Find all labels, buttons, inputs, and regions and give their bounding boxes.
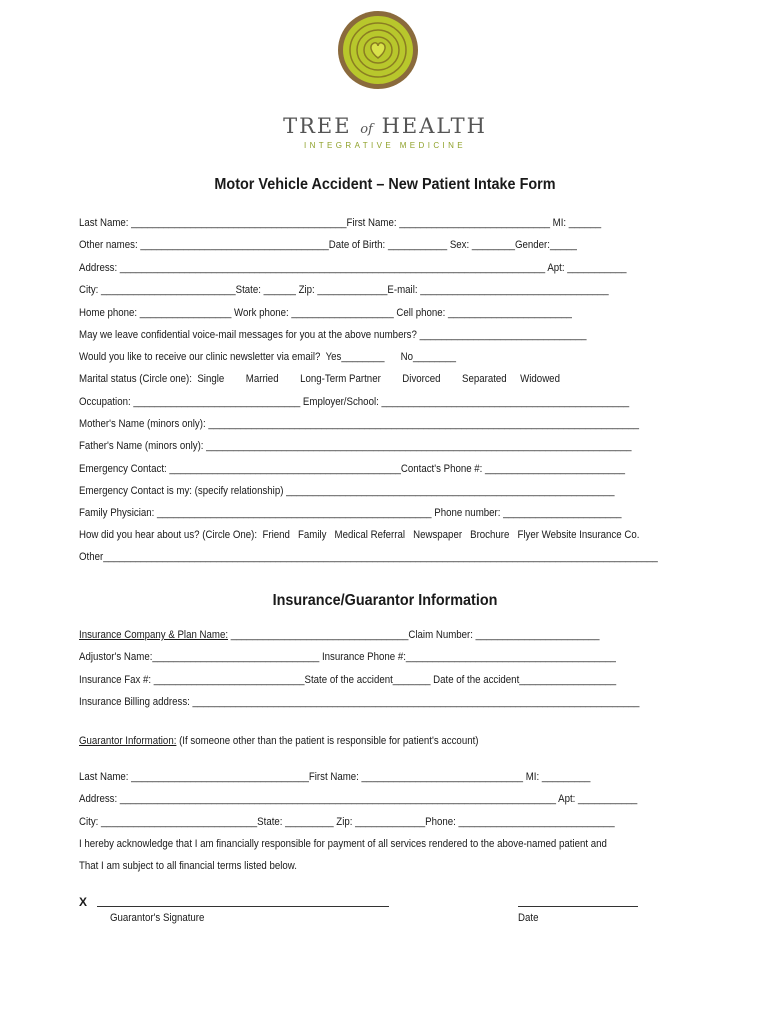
form-line[interactable]: Would you like to receive our clinic newsletter via email? Yes________ No________ <box>79 351 457 363</box>
form-line[interactable]: Emergency Contact: ___________________________________________Contact's Phone #: __________________________ <box>79 463 626 475</box>
form-title: Motor Vehicle Accident – New Patient Intake Form <box>214 176 556 193</box>
guarantor-heading <box>79 734 479 748</box>
guarantor-label: Guarantor Information: <box>79 735 177 747</box>
form-line[interactable]: Emergency Contact is my: (specify relationship) _____________________________________________________________ <box>79 485 615 497</box>
insurance-company-rest: _________________________________Claim Number: _______________________ <box>228 629 600 641</box>
form-line[interactable]: Other names: ___________________________________Date of Birth: ___________ Sex: ________Gender:_____ <box>79 239 577 251</box>
insurance-company-line[interactable] <box>79 628 599 642</box>
guarantor-line[interactable]: Address: _________________________________________________________________________________ Apt: ___________ <box>79 793 638 805</box>
signature-line[interactable] <box>97 906 389 907</box>
signature-x-mark: X <box>79 895 88 909</box>
guarantor-line[interactable]: Last Name: _________________________________First Name: ______________________________ MI: _________ <box>79 771 591 783</box>
brand-tree: TREE <box>283 114 352 138</box>
acknowledgement-text: That I am subject to all financial terms listed below. <box>79 860 297 872</box>
insurance-line[interactable]: Adjustor's Name:_______________________________ Insurance Phone #:_______________________________________ <box>79 651 616 663</box>
brand-subtitle: INTEGRATIVE MEDICINE <box>303 141 467 150</box>
brand-of: of <box>360 122 373 137</box>
brand-health: HEALTH <box>381 114 487 138</box>
form-line[interactable]: Family Physician: ___________________________________________________ Phone number: ______________________ <box>79 507 622 519</box>
brand-name <box>0 114 770 138</box>
form-line[interactable]: How did you hear about us? (Circle One): Friend Family Medical Referral Newspaper Brochure Flyer Website Insurance Co. <box>79 529 640 541</box>
insurance-line[interactable]: Insurance Fax #: ____________________________State of the accident_______ Date of the accident__________________ <box>79 674 617 686</box>
guarantor-note: (If someone other than the patient is responsible for patient's account) <box>176 735 479 747</box>
form-line[interactable]: Mother's Name (minors only): ________________________________________________________________________________ <box>79 418 640 430</box>
date-caption: Date <box>518 912 539 924</box>
insurance-line[interactable]: Insurance Billing address: ___________________________________________________________________________________ <box>79 696 640 708</box>
form-line[interactable]: Occupation: _______________________________ Employer/School: ______________________________________________ <box>79 396 630 408</box>
form-line[interactable]: Father's Name (minors only): _______________________________________________________________________________ <box>79 440 632 452</box>
insurance-company-label: Insurance Company & Plan Name: <box>79 629 229 641</box>
form-line[interactable]: May we leave confidential voice-mail messages for you at the above numbers? _______________________________ <box>79 329 587 341</box>
form-line[interactable]: Last Name: ________________________________________First Name: ____________________________ MI: ______ <box>79 217 602 229</box>
acknowledgement-text: I hereby acknowledge that I am financially responsible for payment of all services rendered to the above-named patient and <box>79 838 607 850</box>
form-line[interactable]: Address: _______________________________________________________________________________ Apt: ___________ <box>79 262 627 274</box>
form-line[interactable]: City: _________________________State: ______ Zip: _____________E-mail: ___________________________________ <box>79 284 609 296</box>
tree-rings-logo <box>336 8 420 92</box>
insurance-title: Insurance/Guarantor Information <box>272 592 498 609</box>
signature-caption: Guarantor's Signature <box>110 912 205 924</box>
form-line[interactable]: Home phone: _________________ Work phone: ___________________ Cell phone: _______________________ <box>79 307 572 319</box>
guarantor-line[interactable]: City: _____________________________State: _________ Zip: _____________Phone: _____________________________ <box>79 816 615 828</box>
form-line[interactable]: Marital status (Circle one): Single Married Long-Term Partner Divorced Separated Widowed <box>79 373 560 385</box>
date-line[interactable] <box>518 906 638 907</box>
form-line[interactable]: Other_______________________________________________________________________________________________________ <box>79 551 658 563</box>
